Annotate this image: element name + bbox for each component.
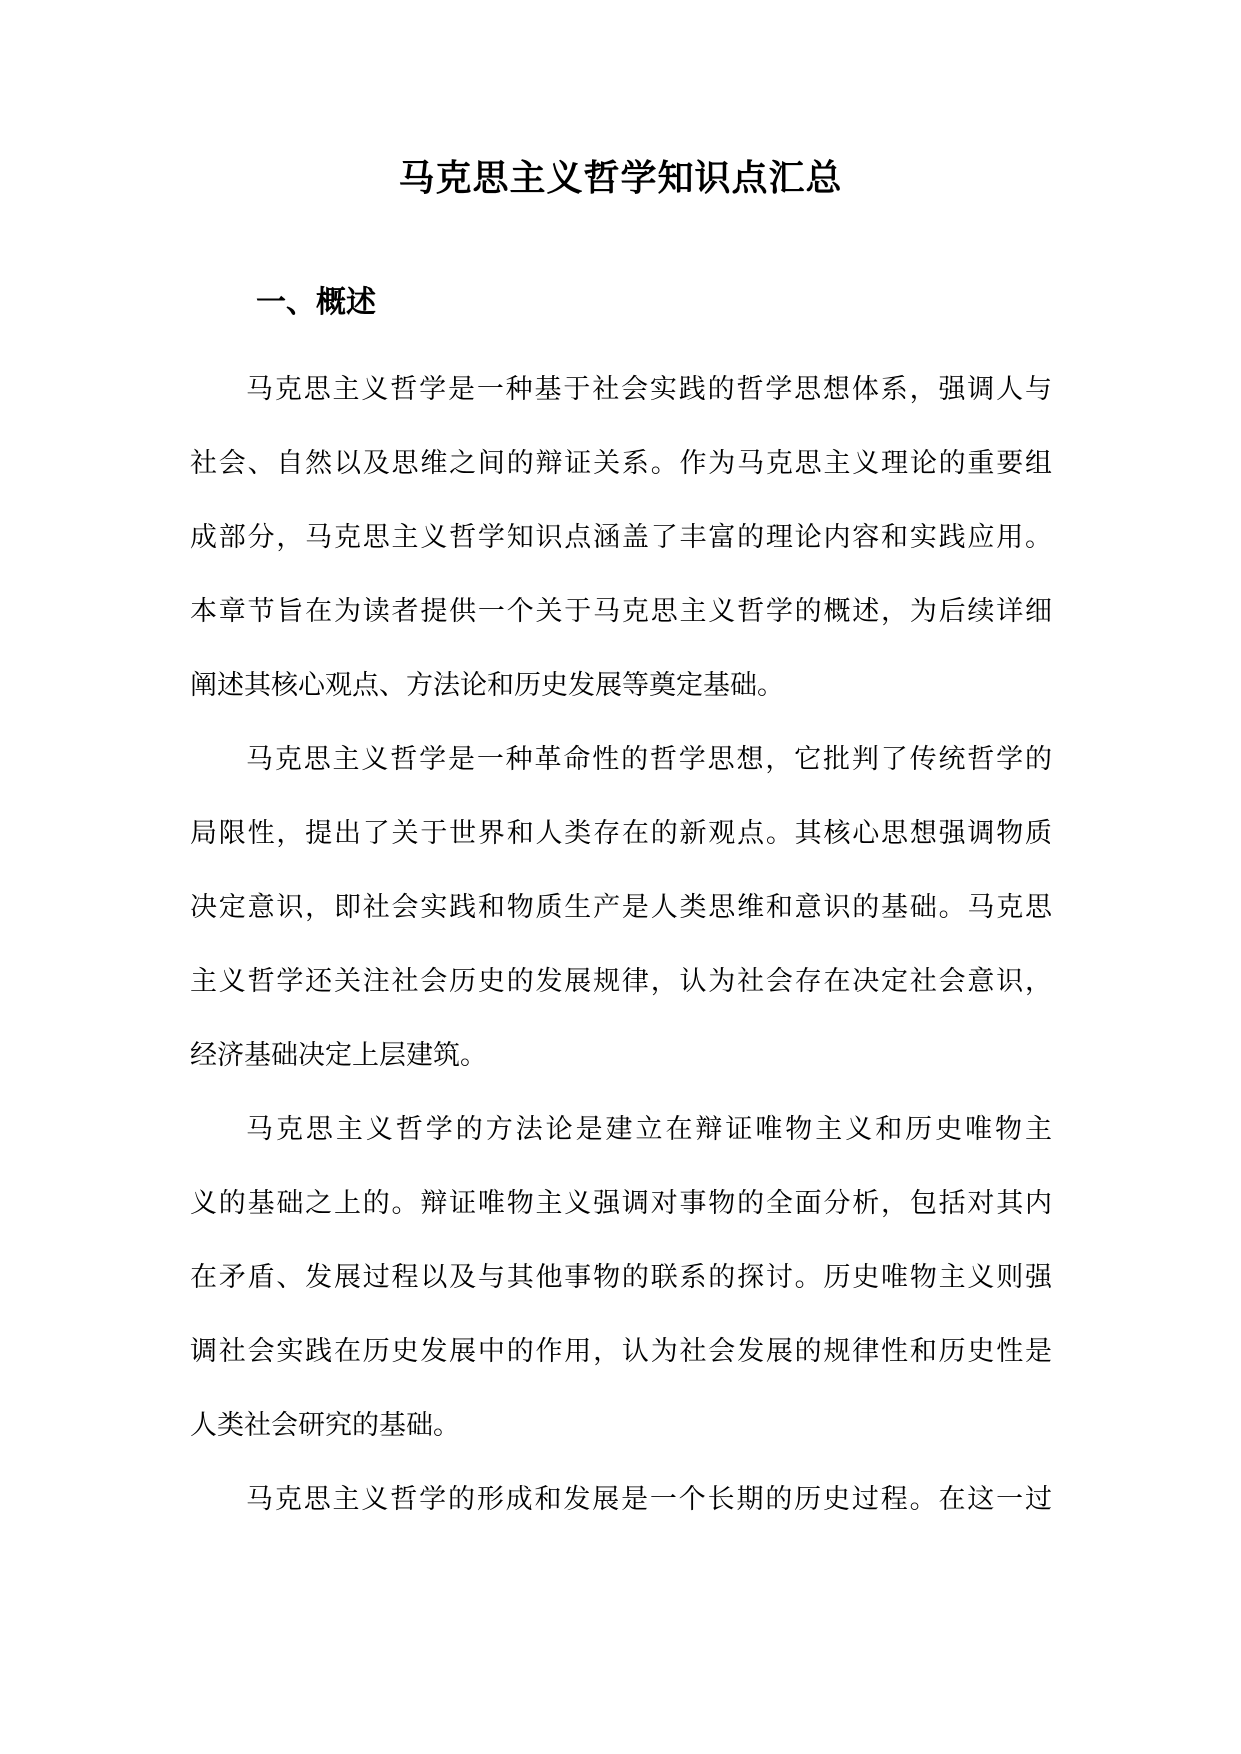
paragraph-2-line-5: 经济基础决定上层建筑。 (190, 1040, 487, 1071)
paragraph-1-line-2: 社会、自然以及思维之间的辩证关系。作为马克思主义理论的重要组 (190, 448, 1052, 479)
paragraph-1-line-5: 阐述其核心观点、方法论和历史发展等奠定基础。 (190, 670, 784, 701)
paragraph-2-line-3: 决定意识，即社会实践和物质生产是人类思维和意识的基础。马克思 (190, 892, 1052, 923)
paragraph-1-line-3: 成部分，马克思主义哲学知识点涵盖了丰富的理论内容和实践应用。 (190, 522, 1052, 553)
paragraph-3-line-3: 在矛盾、发展过程以及与其他事物的联系的探讨。历史唯物主义则强 (190, 1262, 1052, 1293)
paragraph-2-line-4: 主义哲学还关注社会历史的发展规律，认为社会存在决定社会意识， (190, 966, 1052, 997)
paragraph-2-line-1: 马克思主义哲学是一种革命性的哲学思想，它批判了传统哲学的 (246, 744, 1052, 775)
section-heading: 一、概述 (256, 285, 376, 320)
paragraph-1-line-1: 马克思主义哲学是一种基于社会实践的哲学思想体系，强调人与 (246, 374, 1052, 405)
paragraph-4-line-1: 马克思主义哲学的形成和发展是一个长期的历史过程。在这一过 (246, 1484, 1052, 1515)
paragraph-2-line-2: 局限性，提出了关于世界和人类存在的新观点。其核心思想强调物质 (190, 818, 1052, 849)
paragraph-1-line-4: 本章节旨在为读者提供一个关于马克思主义哲学的概述，为后续详细 (190, 596, 1052, 627)
paragraph-3-line-4: 调社会实践在历史发展中的作用，认为社会发展的规律性和历史性是 (190, 1336, 1052, 1367)
document-title: 马克思主义哲学知识点汇总 (398, 157, 843, 199)
paragraph-3-line-2: 义的基础之上的。辩证唯物主义强调对事物的全面分析，包括对其内 (190, 1188, 1052, 1219)
paragraph-3-line-1: 马克思主义哲学的方法论是建立在辩证唯物主义和历史唯物主 (246, 1114, 1052, 1145)
document-body (190, 366, 1052, 1550)
paragraph-3-line-5: 人类社会研究的基础。 (190, 1410, 460, 1441)
